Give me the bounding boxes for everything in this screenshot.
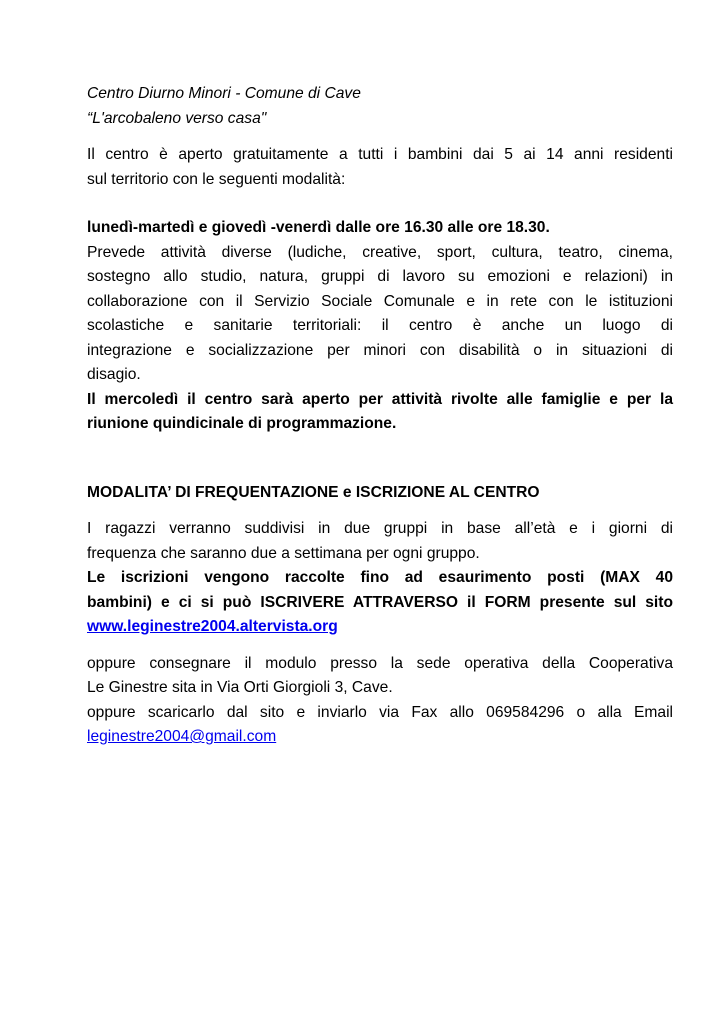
- activities-line: sostegno allo studio, natura, gruppi di lavoro su emozioni e relazioni) in: [87, 268, 673, 285]
- alternative-line: oppure scaricarlo dal sito e inviarlo via Fax allo 069584296 o alla Email: [87, 703, 673, 721]
- activities-line: disagio.: [87, 366, 141, 383]
- wednesday-note: Il mercoledì il centro sarà aperto per attività rivolte alle famiglie e per la: [87, 390, 673, 408]
- enrollment-note: bambini) e ci si può ISCRIVERE ATTRAVERSO il FORM presente sul sito: [87, 593, 673, 611]
- intro-line: Il centro è aperto gratuitamente a tutti i bambini dai 5 ai 14 anni residenti: [87, 146, 673, 163]
- wednesday-note: riunione quindicinale di programmazione.: [87, 415, 397, 432]
- groups-line: frequenza che saranno due a settimana per ogni gruppo.: [87, 544, 480, 562]
- enrollment-note: Le iscrizioni vengono raccolte fino ad esaurimento posti (MAX 40: [87, 569, 673, 586]
- document-subtitle: “L'arcobaleno verso casa": [87, 109, 267, 127]
- document-page: [87, 82, 673, 750]
- activities-line: scolastiche e sanitarie territoriali: il centro è anche un luogo di: [87, 317, 673, 334]
- alternative-line: Le Ginestre sita in Via Orti Giorgioli 3, Cave.: [87, 679, 393, 696]
- document-title: Centro Diurno Minori - Comune di Cave: [87, 85, 361, 102]
- website-link[interactable]: www.leginestre2004.altervista.org: [87, 618, 338, 635]
- website-link-line: [87, 615, 673, 640]
- enrollment-heading: MODALITA’ DI FREQUENTAZIONE e ISCRIZIONE AL CENTRO: [87, 483, 540, 501]
- intro-line: sul territorio con le seguenti modalità:: [87, 170, 346, 188]
- activities-line: collaborazione con il Servizio Sociale Comunale e in rete con le istituzioni: [87, 292, 673, 310]
- groups-line: I ragazzi verranno suddivisi in due gruppi in base all’età e i giorni di: [87, 520, 673, 537]
- email-link-line: [87, 725, 673, 750]
- email-link[interactable]: leginestre2004@gmail.com: [87, 728, 277, 745]
- activities-line: Prevede attività diverse (ludiche, creative, sport, cultura, teatro, cinema,: [87, 243, 673, 261]
- alternative-line: oppure consegnare il modulo presso la sede operativa della Cooperativa: [87, 654, 673, 672]
- schedule-hours: lunedì-martedì e giovedì -venerdì dalle ore 16.30 alle ore 18.30.: [87, 219, 550, 236]
- activities-line: integrazione e socializzazione per minori con disabilità o in situazioni di: [87, 341, 673, 359]
